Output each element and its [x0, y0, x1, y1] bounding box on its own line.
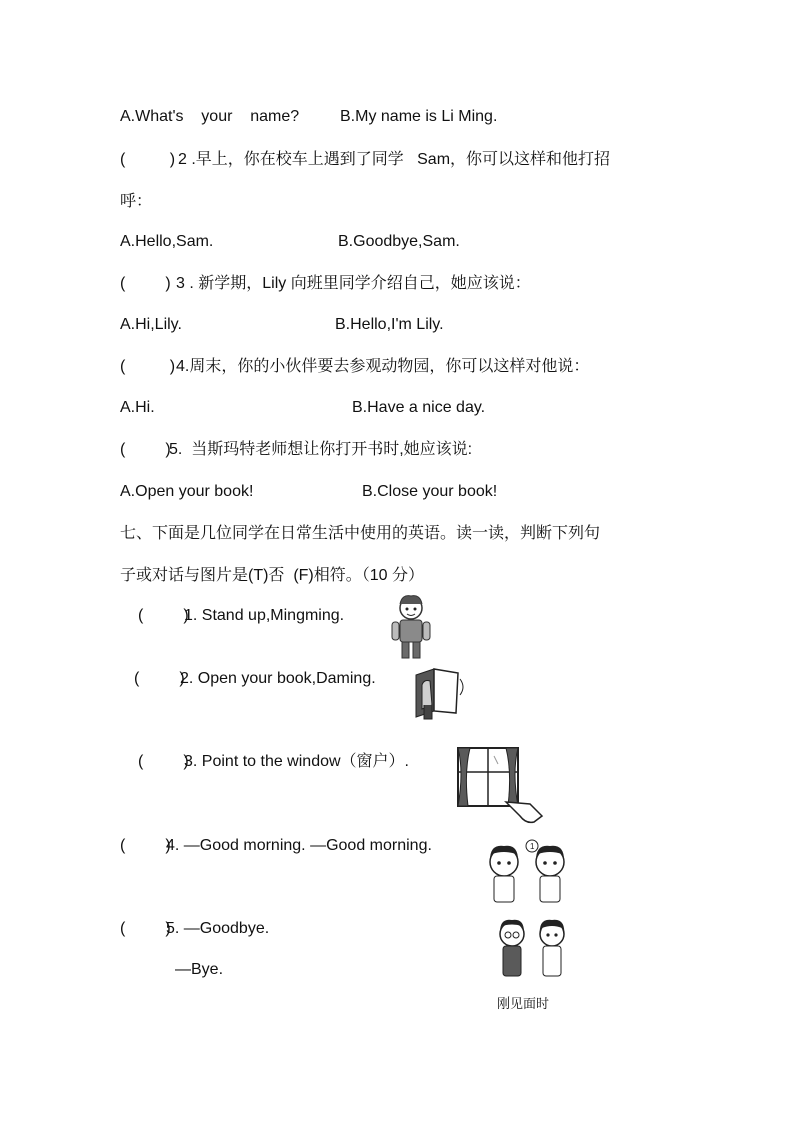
q4-option-b: B.Have a nice day.	[352, 399, 486, 416]
q4-answer-paren[interactable]: ( )	[120, 358, 176, 375]
q5-answer-paren[interactable]: ( )	[120, 441, 171, 458]
boy-standing-picture	[386, 594, 436, 669]
q3-answer-paren[interactable]: ( )	[120, 275, 171, 292]
q5-option-b: B.Close your book!	[362, 483, 498, 500]
q2-option-b: B.Goodbye,Sam.	[338, 233, 460, 250]
q2-prompt: 2 .早上，你在校车上遇到了同学 Sam，你可以这样和他打招	[178, 151, 611, 168]
s7-item5-text: 5. —Goodbye.	[166, 920, 270, 937]
s7-item1-paren[interactable]: ( )	[138, 607, 189, 624]
q2-option-a: A.Hello,Sam.	[120, 233, 214, 250]
q5-prompt: 5. 当斯玛特老师想让你打开书时,她应该说:	[169, 441, 473, 458]
s7-item3-paren[interactable]: ( )	[138, 753, 189, 770]
q3-option-b: B.Hello,I'm Lily.	[335, 316, 444, 333]
q5-option-a: A.Open your book!	[120, 483, 254, 500]
q1-option-a: A.What's your name?	[120, 108, 300, 125]
q3-prompt: 3 . 新学期，Lily 向班里同学介绍自己，她应该说：	[176, 275, 531, 292]
q4-option-a: A.Hi.	[120, 399, 155, 416]
window-pointing-picture	[454, 742, 554, 837]
s7-item4-text: 4. —Good morning. —Good morning.	[166, 837, 432, 854]
open-book-picture	[410, 665, 468, 726]
q4-prompt: 4.周末，你的小伙伴要去参观动物园，你可以这样对他说：	[176, 358, 590, 375]
q3-option-a: A.Hi,Lily.	[120, 316, 182, 333]
s7-item2-text: 2. Open your book,Daming.	[180, 670, 376, 687]
s7-item2-paren[interactable]: ( )	[134, 670, 185, 687]
two-girls-greeting-picture	[478, 838, 578, 913]
s7-item4-paren[interactable]: ( )	[120, 837, 171, 854]
section7-title-line1: 七、下面是几位同学在日常生活中使用的英语。读一读，判断下列句	[120, 525, 601, 542]
two-kids-meeting-picture	[490, 914, 574, 987]
s7-item1-text: 1. Stand up,Mingming.	[184, 607, 345, 624]
q2-prompt-cont: 呼：	[120, 193, 153, 210]
s7-item3-text: 3. Point to the window（窗户）.	[184, 753, 409, 770]
s7-item5-paren[interactable]: ( )	[120, 920, 171, 937]
svg-text:1: 1	[530, 842, 535, 851]
s7-item5-reply: —Bye.	[175, 961, 224, 978]
item5-picture-caption: 刚见面时	[497, 996, 550, 1011]
q2-answer-paren[interactable]: ( )	[120, 151, 176, 168]
section7-title-line2: 子或对话与图片是(T)否 (F)相符。（10 分）	[120, 567, 424, 584]
q1-option-b: B.My name is Li Ming.	[340, 108, 498, 125]
